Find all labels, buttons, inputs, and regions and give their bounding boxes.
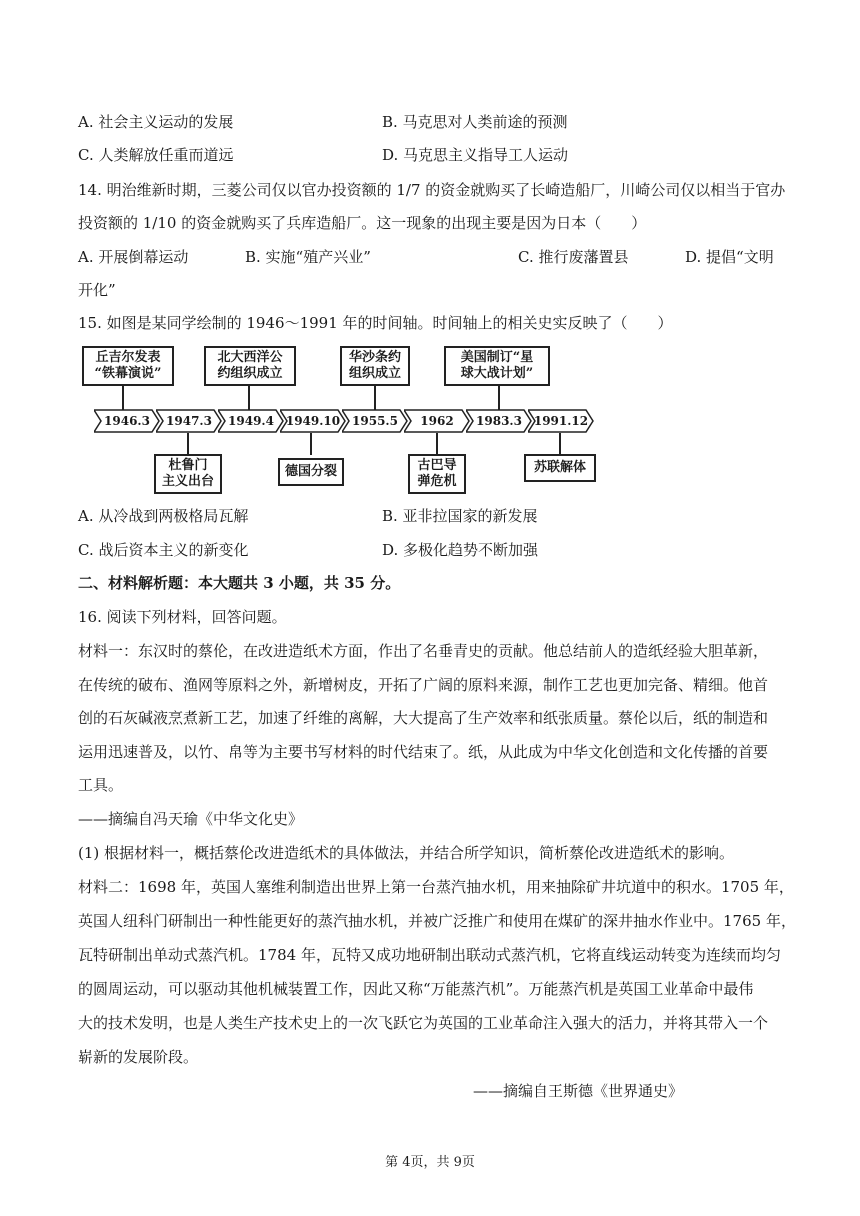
material-1-line: 创的石灰碱液烹煮新工艺，加速了纤维的离解，大大提高了生产效率和纸张质量。蔡伦以后，纸的制造和 <box>78 709 769 727</box>
timeline-date: 1949.4 <box>218 409 284 433</box>
material-2-line: 崭新的发展阶段。 <box>78 1048 199 1066</box>
q14-option-d-continued: 开化” <box>78 281 116 299</box>
q14-option-a: A. 开展倒幕运动 <box>78 248 189 266</box>
q13-option-a: A. 社会主义运动的发展 <box>78 113 234 131</box>
timeline-date: 1949.10 <box>280 409 346 433</box>
material-1-line: 运用迅速普及，以竹、帛等为主要书写材料的时代结束了。纸，从此成为中华文化创造和文化传播的首要 <box>78 743 769 761</box>
material-2-line: 英国人纽科门研制出一种性能更好的蒸汽抽水机，并被广泛推广和使用在煤矿的深井抽水作业中。1765 年， <box>78 912 796 930</box>
material-2-line: 材料二：1698 年，英国人塞维利制造出世界上第一台蒸汽抽水机，用来抽除矿井坑道中的积水。1705 年， <box>78 878 794 896</box>
q15-option-c: C. 战后资本主义的新变化 <box>78 541 249 559</box>
timeline-event-truman-doctrine: 杜鲁门 主义出台 <box>154 454 222 494</box>
material-2-line: 的圆周运动，可以驱动其他机械装置工作，因此又称“万能蒸汽机”。万能蒸汽机是英国工业革命中最伟 <box>78 980 754 998</box>
q15-option-a: A. 从冷战到两极格局瓦解 <box>78 507 249 525</box>
q13-option-d: D. 马克思主义指导工人运动 <box>382 146 569 164</box>
timeline-event-nato: 北大西洋公 约组织成立 <box>204 346 296 386</box>
q15-stem: 15. 如图是某同学绘制的 1946～1991 年的时间轴。时间轴上的相关史实反映了（ ） <box>78 314 673 332</box>
timeline-event-warsaw-pact: 华沙条约 组织成立 <box>340 346 410 386</box>
material-2-source: ——摘编自王斯德《世界通史》 <box>473 1082 684 1100</box>
q13-option-c: C. 人类解放任重而道远 <box>78 146 234 164</box>
material-2-line: 瓦特研制出单动式蒸汽机。1784 年，瓦特又成功地研制出联动式蒸汽机，它将直线运动转变为连续而均匀 <box>78 946 781 964</box>
timeline-event-cuban-missile-crisis: 古巴导 弹危机 <box>408 454 466 494</box>
q14-option-b: B. 实施“殖产兴业” <box>245 248 371 266</box>
timeline-event-ussr-collapse: 苏联解体 <box>524 454 596 482</box>
q16-stem: 16. 阅读下列材料，回答问题。 <box>78 608 287 626</box>
timeline-event-star-wars: 美国制订“星 球大战计划” <box>444 346 550 386</box>
timeline-figure <box>78 344 618 494</box>
section-heading: 二、材料解析题：本大题共 3 小题，共 35 分。 <box>78 574 401 592</box>
timeline-date: 1962 <box>404 409 470 433</box>
q14-option-c: C. 推行废藩置县 <box>518 248 629 266</box>
timeline-date: 1946.3 <box>94 409 160 433</box>
material-1-line: 在传统的破布、渔网等原料之外，新增树皮，开拓了广阔的原料来源，制作工艺也更加完备、精细。他首 <box>78 676 769 694</box>
q14-stem-line1: 14. 明治维新时期，三菱公司仅以官办投资额的 1/7 的资金就购买了长崎造船厂，川崎公司仅以相当于官办 <box>78 181 786 199</box>
material-1-line: 工具。 <box>78 776 124 794</box>
timeline-date: 1947.3 <box>156 409 222 433</box>
q15-option-d: D. 多极化趋势不断加强 <box>382 541 539 559</box>
material-1-line: 材料一：东汉时的蔡伦，在改进造纸术方面，作出了名垂青史的贡献。他总结前人的造纸经验大胆革新， <box>78 642 769 660</box>
timeline-date: 1983.3 <box>466 409 532 433</box>
timeline-event-iron-curtain: 丘吉尔发表 “铁幕演说” <box>82 346 174 386</box>
q15-option-b: B. 亚非拉国家的新发展 <box>382 507 538 525</box>
q13-option-b: B. 马克思对人类前途的预测 <box>382 113 568 131</box>
material-1-source: ——摘编自冯天瑜《中华文化史》 <box>78 810 304 828</box>
q16-sub-question-1: (1) 根据材料一，概括蔡伦改进造纸术的具体做法，并结合所学知识，简析蔡伦改进造纸术的影响。 <box>78 844 735 862</box>
timeline-event-germany-split: 德国分裂 <box>278 458 344 486</box>
page-number: 第 4页，共 9页 <box>385 1155 475 1170</box>
material-2-line: 大的技术发明，也是人类生产技术史上的一次飞跃它为英国的工业革命注入强大的活力，并将其带入一个 <box>78 1014 769 1032</box>
q14-option-d: D. 提倡“文明 <box>685 248 774 266</box>
timeline-date: 1991.12 <box>528 409 594 433</box>
timeline-date: 1955.5 <box>342 409 408 433</box>
q14-stem-line2: 投资额的 1/10 的资金就购买了兵库造船厂。这一现象的出现主要是因为日本（ ） <box>78 214 647 232</box>
